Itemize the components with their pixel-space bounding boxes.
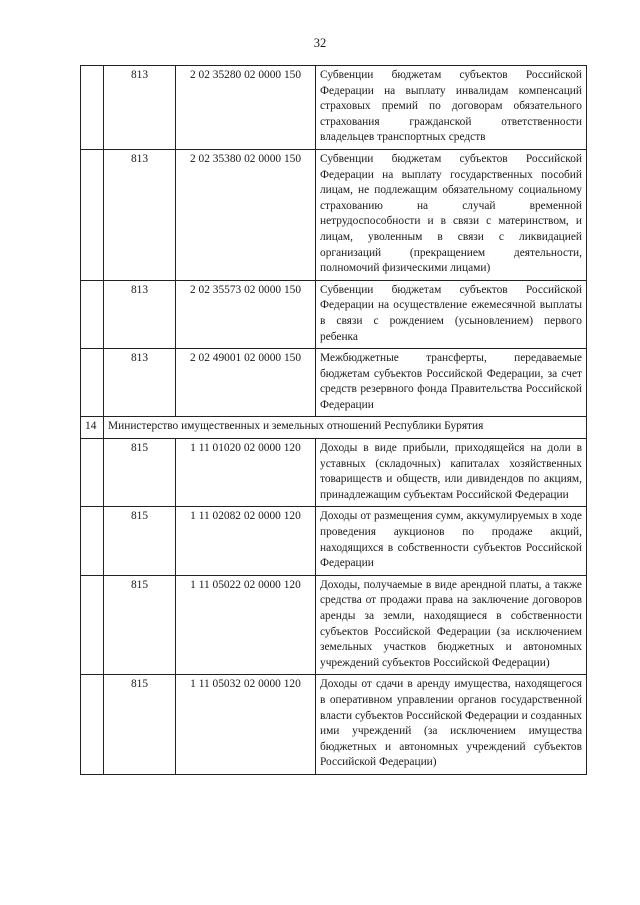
row-number-cell — [81, 439, 104, 507]
description-cell: Доходы, получаемые в виде арендной платы, а также средства от продажи права на заключение договоров аренды за земли, находящиеся в собственности субъектов Российской Федерации (за исключением земельных участков бюджетных и автономных учреждений субъектов Российской Федерации) — [316, 575, 587, 675]
kbk-code-cell: 2 02 35573 02 0000 150 — [176, 280, 316, 348]
admin-code-cell: 813 — [104, 66, 176, 150]
row-number-cell — [81, 149, 104, 280]
kbk-code-cell: 2 02 35280 02 0000 150 — [176, 66, 316, 150]
row-number-cell — [81, 575, 104, 675]
description-cell: Субвенции бюджетам субъектов Российской Федерации на осуществление ежемесячной выплаты в связи с рождением (усыновлением) первого ребенка — [316, 280, 587, 348]
description-cell: Субвенции бюджетам субъектов Российской Федерации на выплату инвалидам компенсаций страховых премий по договорам обязательного страхования гражданской ответственности владельцев транспортных средств — [316, 66, 587, 150]
row-number-cell — [81, 66, 104, 150]
table-row — [81, 507, 587, 575]
table-row — [81, 66, 587, 150]
admin-code-cell: 815 — [104, 507, 176, 575]
kbk-code-cell: 1 11 05022 02 0000 120 — [176, 575, 316, 675]
table-row — [81, 280, 587, 348]
budget-codes-table — [80, 65, 587, 775]
description-cell: Межбюджетные трансферты, передаваемые бюджетам субъектов Российской Федерации, за счет средств резервного фонда Правительства Российской Федерации — [316, 349, 587, 417]
table-row — [81, 675, 587, 775]
description-cell: Доходы в виде прибыли, приходящейся на доли в уставных (складочных) капиталах хозяйственных товариществ и обществ, или дивидендов по акциям, принадлежащим субъектам Российской Федерации — [316, 439, 587, 507]
admin-code-cell: 813 — [104, 280, 176, 348]
row-number-cell — [81, 675, 104, 775]
admin-code-cell: 813 — [104, 149, 176, 280]
ministry-row — [81, 417, 587, 439]
admin-code-cell: 815 — [104, 439, 176, 507]
table-row — [81, 575, 587, 675]
description-cell: Субвенции бюджетам субъектов Российской Федерации на выплату государственных пособий лицам, не подлежащим обязательному социальному страхованию на случай временной нетрудоспособности и в связи с материнством, и лицам, уволенным в связи с ликвидацией организаций (прекращением деятельности, полномочий физическими лицами) — [316, 149, 587, 280]
kbk-code-cell: 2 02 35380 02 0000 150 — [176, 149, 316, 280]
table-row — [81, 439, 587, 507]
table-row — [81, 349, 587, 417]
kbk-code-cell: 1 11 01020 02 0000 120 — [176, 439, 316, 507]
admin-code-cell: 813 — [104, 349, 176, 417]
table-row — [81, 149, 587, 280]
row-number-cell — [81, 507, 104, 575]
ministry-name: Министерство имущественных и земельных отношений Республики Бурятия — [104, 417, 587, 439]
row-number-cell — [81, 280, 104, 348]
admin-code-cell: 815 — [104, 675, 176, 775]
admin-code-cell: 815 — [104, 575, 176, 675]
description-cell: Доходы от размещения сумм, аккумулируемых в ходе проведения аукционов по продаже акций, находящихся в собственности субъектов Российской Федерации — [316, 507, 587, 575]
page-number: 32 — [313, 36, 327, 50]
ministry-number: 14 — [81, 417, 104, 439]
kbk-code-cell: 1 11 05032 02 0000 120 — [176, 675, 316, 775]
kbk-code-cell: 1 11 02082 02 0000 120 — [176, 507, 316, 575]
kbk-code-cell: 2 02 49001 02 0000 150 — [176, 349, 316, 417]
description-cell: Доходы от сдачи в аренду имущества, находящегося в оперативном управлении органов государственной власти субъектов Российской Федерации и созданных ими учреждений (за исключением имущества бюджетных и автономных учреждений субъектов Российской Федерации) — [316, 675, 587, 775]
row-number-cell — [81, 349, 104, 417]
